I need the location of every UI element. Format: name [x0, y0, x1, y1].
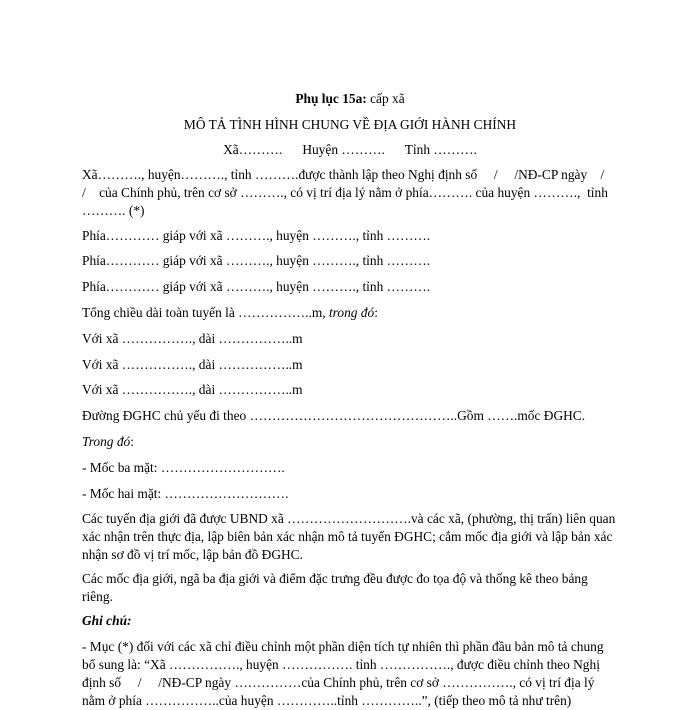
appendix-label-bold: Phụ lục 15a:: [295, 91, 367, 106]
confirmation-paragraph: Các tuyến địa giới đã được UBND xã ……………………….và các xã, (phường, thị trấn) liên quan xác nhận trên thực địa, lập biên bản xác nhận mô tả tuyến ĐGHC; cắm mốc địa giới và lập bản xác nhận sơ đồ vị trí mốc, lập bản đồ ĐGHC.: [82, 511, 616, 562]
total-length-text: Tổng chiều dài toàn tuyến là ……………..m,: [82, 305, 329, 320]
segment-line-1: Với xã ……………., dài ……………..m: [82, 331, 303, 346]
main-line: Đường ĐGHC chủ yếu đi theo ………………………………………..Gồm …….mốc ĐGHC.: [82, 408, 586, 423]
trong-do-label: Trong đó: [82, 434, 131, 449]
coordinates-paragraph: Các mốc địa giới, ngã ba địa giới và điểm đặc trưng đều được đo tọa độ và thống kê theo bảng riêng.: [82, 571, 588, 604]
appendix-label: [0, 90, 700, 108]
border-line-3: Phía………… giáp với xã ………., huyện ………., tỉnh ……….: [82, 279, 431, 294]
segment-line-2: Với xã ……………., dài ……………..m: [82, 357, 303, 372]
appendix-label-rest: cấp xã: [366, 91, 405, 106]
total-length-line: [82, 304, 620, 322]
marker-two-sides: - Mốc hai mặt: ……………………….: [82, 486, 289, 501]
segment-line-3: Với xã ……………., dài ……………..m: [82, 382, 303, 397]
border-line-1: Phía………… giáp với xã ………., huyện ………., tỉnh ……….: [82, 228, 431, 243]
document-title: MÔ TẢ TÌNH HÌNH CHUNG VỀ ĐỊA GIỚI HÀNH CHÍNH: [183, 117, 517, 132]
marker-three-sides: - Mốc ba mặt: ……………………….: [82, 460, 285, 475]
intro-paragraph: Xã………., huyện………., tỉnh ……….được thành lập theo Nghị định số / /NĐ-CP ngày / / của Chính phủ, trên cơ sở ………., có vị trí địa lý nằm ở phía………. của huyện ………., tỉnh ………. (*): [82, 167, 622, 218]
trong-do-colon: :: [130, 434, 134, 449]
trong-do-line: [82, 433, 620, 451]
note-paragraph: - Mục (*) đối với các xã chỉ điều chỉnh một phần diện tích tự nhiên thì phần đầu bản mô tả chung bổ sung là: “Xã ……………., huyện ……………. tỉnh ……………., được điều chỉnh theo Nghị định số / /NĐ-CP ngày ……………của Chính phủ, trên cơ sở ……………., có vị trí địa lý nằm ở phía ……………..của huyện …………..tỉnh …………..”, (tiếp theo mô tả như trên): [82, 639, 607, 708]
border-line-2: Phía………… giáp với xã ………., huyện ………., tỉnh ……….: [82, 253, 431, 268]
total-length-italic: trong đó: [328, 305, 375, 320]
total-length-end: :: [374, 305, 378, 320]
document-subtitle: Xã………. Huyện ………. Tỉnh ……….: [223, 142, 477, 157]
note-heading: Ghi chú:: [82, 613, 132, 628]
